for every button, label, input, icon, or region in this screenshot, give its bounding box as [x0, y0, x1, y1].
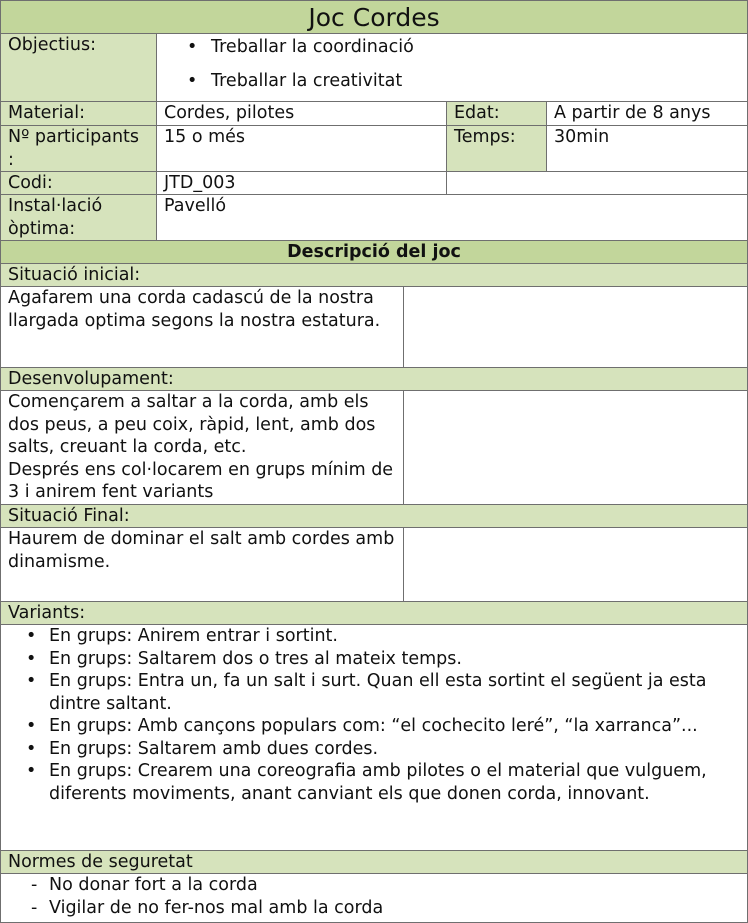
temps-value: 30min	[546, 125, 748, 172]
variants-list	[1, 625, 747, 805]
bullet-icon: •	[26, 761, 37, 781]
empty-cell	[446, 171, 748, 195]
variant-item: En grups: Saltarem amb dues cordes.	[49, 738, 379, 759]
temps-label: Temps:	[446, 125, 547, 172]
list-item	[1, 715, 747, 738]
material-label: Material:	[0, 101, 157, 126]
situacio-final-text: Haurem de dominar el salt amb cordes amb dinamisme.	[0, 527, 404, 602]
empty-cell	[403, 390, 748, 505]
edat-value: A partir de 8 anys	[546, 101, 748, 126]
participants-value: 15 o més	[156, 125, 447, 172]
installacio-value: Pavelló	[156, 194, 748, 241]
variants-cell	[0, 624, 748, 851]
list-item	[1, 874, 747, 897]
variants-label: Variants:	[0, 601, 748, 625]
situacio-inicial-label: Situació inicial:	[0, 263, 748, 287]
list-item	[1, 648, 747, 671]
bullet-icon: •	[26, 626, 37, 646]
norma-item: Vigilar de no fer-nos mal amb la corda	[49, 897, 384, 918]
variant-item: En grups: Amb cançons populars com: “el cochecito leré”, “la xarranca”...	[49, 716, 698, 736]
codi-value: JTD_003	[156, 171, 447, 195]
normes-label: Normes de seguretat	[0, 850, 748, 874]
descripcio-heading: Descripció del joc	[0, 240, 748, 264]
variant-item: En grups: Entra un, fa un salt i surt. Quan ell esta sortint el següent ja esta dintre saltant.	[49, 671, 707, 714]
objectius-list-cell	[156, 33, 748, 102]
bullet-icon: •	[26, 648, 37, 669]
list-item	[157, 36, 747, 59]
codi-label: Codi:	[0, 171, 157, 195]
list-item	[1, 897, 747, 920]
participants-label: Nº participants :	[0, 125, 157, 172]
situacio-inicial-text: Agafarem una corda cadascú de la nostra llargada optima segons la nostra estatura.	[0, 286, 404, 368]
desenvolupament-text: Començarem a saltar a la corda, amb els dos peus, a peu coix, ràpid, lent, amb dos salts, creuant la corda, etc. Després ens col·locarem en grups mínim de 3 i anirem fent variants	[0, 390, 404, 505]
bullet-icon: •	[187, 37, 198, 57]
objectius-item: Treballar la creativitat	[211, 71, 403, 91]
list-item	[1, 738, 747, 761]
objectius-list	[157, 36, 747, 93]
installacio-label: Instal·lació òptima:	[0, 194, 157, 241]
empty-cell	[403, 286, 748, 368]
normes-cell	[0, 873, 748, 923]
normes-list	[1, 874, 747, 919]
list-item	[1, 670, 747, 715]
desenvolupament-label: Desenvolupament:	[0, 367, 748, 391]
bullet-icon: •	[26, 671, 37, 691]
list-item	[1, 625, 747, 648]
situacio-final-label: Situació Final:	[0, 504, 748, 528]
edat-label: Edat:	[446, 101, 547, 126]
objectius-item: Treballar la coordinació	[211, 37, 414, 57]
norma-item: No donar fort a la corda	[49, 875, 258, 895]
variant-item: En grups: Anirem entrar i sortint.	[49, 626, 338, 646]
list-item	[157, 70, 747, 93]
empty-cell	[403, 527, 748, 602]
bullet-icon: •	[187, 71, 198, 91]
dash-icon: -	[31, 897, 38, 918]
material-value: Cordes, pilotes	[156, 101, 447, 126]
bullet-icon: •	[26, 716, 37, 736]
objectius-label: Objectius:	[0, 33, 157, 102]
variant-item: En grups: Crearem una coreografia amb pilotes o el material que vulguem, diferents moviments, anant canviant els que donen corda, innovant.	[49, 761, 707, 804]
bullet-icon: •	[26, 738, 37, 759]
page-title: Joc Cordes	[0, 0, 748, 34]
dash-icon: -	[31, 875, 38, 895]
list-item	[1, 760, 747, 805]
variant-item: En grups: Saltarem dos o tres al mateix temps.	[49, 648, 462, 669]
